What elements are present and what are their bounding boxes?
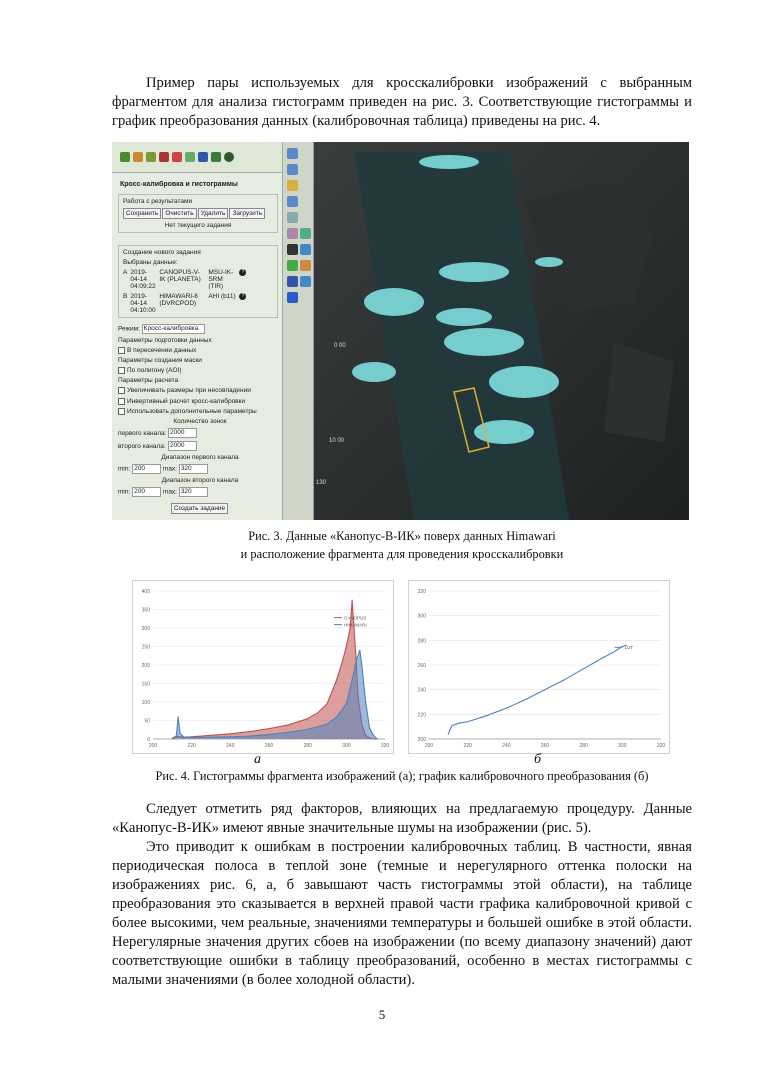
figure-4-caption: Рис. 4. Гистограммы фрагмента изображений (а); график калибровочного преобразования (б) xyxy=(155,769,649,783)
data-point xyxy=(342,661,343,662)
data-point xyxy=(249,735,250,736)
layer-icon[interactable] xyxy=(300,276,311,287)
data-point xyxy=(583,668,584,669)
row-b-sensor: AHI (b11) xyxy=(208,293,236,300)
data-point xyxy=(179,733,180,734)
data-point xyxy=(525,699,526,700)
data-row-a xyxy=(123,269,273,290)
undo-icon[interactable] xyxy=(287,292,298,303)
clear-button[interactable]: Очистить xyxy=(162,208,196,219)
new-task-group-title: Создание нового задания xyxy=(123,249,201,256)
data-point xyxy=(355,661,356,662)
data-point xyxy=(326,724,327,725)
results-group xyxy=(118,194,278,233)
data-point xyxy=(361,664,362,665)
data-point xyxy=(373,735,374,736)
x-tick-label: 280 xyxy=(303,743,312,749)
row-b-sat: HIMAWARI-8 (DVRCPOD) xyxy=(159,293,198,307)
search-icon[interactable] xyxy=(287,196,298,207)
max-label: max: xyxy=(162,465,177,473)
data-point xyxy=(288,724,289,725)
data-point xyxy=(326,703,327,704)
mode-label: Режим: xyxy=(118,325,140,333)
y-tick-label: 260 xyxy=(417,663,426,669)
grid-icon[interactable] xyxy=(172,152,182,162)
info-icon[interactable] xyxy=(300,244,311,255)
delete-button[interactable]: Удалить xyxy=(198,208,229,219)
globe-icon[interactable] xyxy=(287,276,298,287)
data-point xyxy=(352,600,353,601)
overlap-label: В пересечении данных xyxy=(127,347,197,355)
calibration-chart xyxy=(408,580,670,754)
data-point xyxy=(352,679,353,680)
x-tick-label: 300 xyxy=(618,743,627,749)
y-tick-label: 50 xyxy=(144,718,150,725)
x-tick-label: 240 xyxy=(226,743,235,749)
lat-label-0: 0 00 xyxy=(334,343,346,349)
data-point xyxy=(377,738,378,739)
x-tick-label: 320 xyxy=(656,743,666,749)
mode-select[interactable]: Кросс-калибровка xyxy=(142,324,205,334)
histogram-chart xyxy=(132,580,394,754)
lat-label-10: 10 00 xyxy=(329,438,345,444)
paragraph-errors: Это приводит к ошибкам в построении калибровочных таблиц. В частности, явная периодическая полоса в теплой зоне (темные и нерегулярного оттенка полоски на изображениях рис. 6, а, б завышают часть гистограммы этой области), на таблице преобразования это сказывается в верхней правой части графика калибровочной кривой с более высокими, чем реальные, значениями температуры и большей ошибке в этой области. Нерегулярные значения других сбоев на изображении (по всему диапазону значений) дают соответствующие ошибки в таблицу преобразований, особенно в местах гистограммы с малыми значениями (в более холодной области). xyxy=(112,839,692,988)
y-tick-label: 280 xyxy=(417,638,426,645)
figure-3-caption-line1: Рис. 3. Данные «Канопус-В-ИК» поверх данных Himawari xyxy=(248,529,556,543)
data-point xyxy=(288,732,289,733)
data-point xyxy=(459,722,460,723)
data-point xyxy=(172,738,173,739)
data-point xyxy=(486,715,487,716)
y-tick-label: 400 xyxy=(141,589,150,595)
data-point xyxy=(336,679,337,680)
results-group-title: Работа с результатами xyxy=(123,198,193,205)
row-b-date: 2019-04-14 04:10:00 xyxy=(130,293,156,314)
data-point xyxy=(317,713,318,714)
row-a-label: A xyxy=(123,269,128,276)
y-tick-label: 350 xyxy=(141,607,150,614)
second-channel-label: второго канала: xyxy=(118,442,166,450)
opt2-checkbox[interactable] xyxy=(118,398,125,405)
data-point xyxy=(307,718,308,719)
data-point xyxy=(612,652,613,653)
print-icon[interactable] xyxy=(287,212,298,223)
save-button[interactable]: Сохранить xyxy=(123,208,161,219)
prep-params-label: Параметры подготовки данных xyxy=(118,337,212,344)
help-icon[interactable]: ? xyxy=(239,269,246,276)
tree-icon[interactable] xyxy=(146,152,156,162)
y-tick-label: 200 xyxy=(141,663,150,669)
polygon-icon[interactable] xyxy=(287,244,298,255)
y-tick-label: 250 xyxy=(141,644,150,651)
data-point xyxy=(359,650,360,651)
data-point xyxy=(191,737,192,738)
layers-icon[interactable] xyxy=(120,152,130,162)
measure-icon[interactable] xyxy=(300,260,311,271)
y-tick-label: 300 xyxy=(141,626,150,632)
y-tick-label: 220 xyxy=(417,712,426,719)
zoom-in-icon[interactable] xyxy=(287,148,298,159)
help-icon[interactable]: ? xyxy=(239,293,246,300)
load-button[interactable]: Загрузить xyxy=(229,208,265,219)
row-b-label: B xyxy=(123,293,128,300)
data-point xyxy=(230,736,231,737)
data-point xyxy=(346,646,347,647)
globe-icon[interactable] xyxy=(159,152,169,162)
paragraph-factors: Следует отметить ряд факторов, влияющих на предлагаемую процедуру. Данные «Канопус-В-ИК» имеют явные значительные шумы на изображении (рис. 5). xyxy=(112,801,692,836)
opt1-label: Увеличивать размеры при несовпадении xyxy=(127,387,251,395)
tree2-icon[interactable] xyxy=(211,152,221,162)
min-label: min: xyxy=(118,488,131,496)
data-point xyxy=(346,703,347,704)
data-point xyxy=(450,729,451,730)
mask-params-label: Параметры создания маски xyxy=(118,357,202,365)
bins-count-label: Количество зонок xyxy=(173,418,227,426)
data-point xyxy=(448,733,449,734)
data-point xyxy=(506,708,507,709)
new-task-group xyxy=(118,245,278,318)
data-point xyxy=(230,733,231,734)
range-second-label: Диапазон второго канала xyxy=(161,477,239,485)
x-tick-label: 220 xyxy=(187,743,196,749)
min-label: min: xyxy=(118,465,131,473)
y-tick-label: 300 xyxy=(417,613,426,620)
range1-max-input[interactable]: 320 xyxy=(179,464,208,474)
x-tick-label: 220 xyxy=(463,743,472,749)
palette-icon[interactable] xyxy=(133,152,143,162)
create-task-button[interactable]: Создать задание xyxy=(171,503,228,514)
legend-label: LUT xyxy=(624,645,634,651)
first-channel-label: первого канала: xyxy=(118,429,167,437)
data-row-b xyxy=(123,293,273,314)
data-point xyxy=(452,725,453,726)
legend-label: HIMAWARI xyxy=(343,622,367,628)
overlap-checkbox[interactable] xyxy=(118,347,125,354)
selected-data-label: Выбраны данные: xyxy=(123,259,178,266)
x-tick-label: 280 xyxy=(579,743,588,749)
figure-4b-label: б xyxy=(534,752,542,767)
data-point xyxy=(268,728,269,729)
crosscal-panel xyxy=(112,142,283,520)
edit-icon[interactable] xyxy=(300,228,311,239)
data-point xyxy=(249,731,250,732)
second-channel-input[interactable]: 2000 xyxy=(168,441,197,451)
range2-min-input[interactable]: 200 xyxy=(132,487,161,497)
data-point xyxy=(467,721,468,722)
panel-toolbar xyxy=(112,142,282,173)
circle-icon[interactable] xyxy=(224,152,234,162)
opt3-checkbox[interactable] xyxy=(118,408,125,415)
y-tick-label: 320 xyxy=(417,589,426,595)
map-toolbar xyxy=(283,142,314,520)
flower-icon[interactable] xyxy=(185,152,195,162)
satellite-map[interactable] xyxy=(314,142,689,520)
opt1-checkbox[interactable] xyxy=(118,387,125,394)
y-tick-label: 200 xyxy=(417,737,426,743)
range2-max-input[interactable]: 320 xyxy=(179,487,208,497)
x-tick-label: 320 xyxy=(380,743,390,749)
page-number: 5 xyxy=(378,1007,386,1022)
opt2-label: Инвертивный расчет кросс-калибровки xyxy=(127,397,246,405)
data-point xyxy=(178,716,179,717)
figure-3-caption-line2: и расположение фрагмента для проведения кросскалибровки xyxy=(240,547,564,561)
y-tick-label: 150 xyxy=(141,681,150,688)
data-point xyxy=(564,679,565,680)
max-label: max: xyxy=(162,488,177,496)
data-point xyxy=(210,735,211,736)
y-tick-label: 100 xyxy=(141,700,150,706)
data-point xyxy=(602,657,603,658)
x-tick-label: 260 xyxy=(264,743,274,749)
no-task-text: Нет текущего задания xyxy=(164,222,232,229)
paragraph-intro: Пример пары используемых для кросскалибровки изображений с выбранным фрагментом для анализа гистограмм приведен на рис. 3. Соответствующие гистограммы и график преобразования данных (калибровочная таблица) приведены на рис. 4. xyxy=(112,75,692,129)
panel-title: Кросс-калибровка и гистограммы xyxy=(120,181,238,188)
data-point xyxy=(268,734,269,735)
move-icon[interactable] xyxy=(287,260,298,271)
pencil-icon[interactable] xyxy=(287,180,298,191)
data-point xyxy=(183,737,184,738)
range1-min-input[interactable]: 200 xyxy=(132,464,161,474)
row-a-sat: CANOPUS-V-IK (PLANETA) xyxy=(159,269,201,283)
row-a-date: 2019-04-14 04:09:22 xyxy=(130,269,156,290)
legend-label: CANOPUS xyxy=(343,615,367,621)
y-tick-label: 240 xyxy=(417,687,426,694)
opt3-label: Использовать дополнительные параметры xyxy=(127,408,257,416)
y-tick-label: 0 xyxy=(147,737,150,743)
data-point xyxy=(544,689,545,690)
figure-4a-label: а xyxy=(254,752,261,767)
figure-3-screenshot xyxy=(112,142,689,520)
data-point xyxy=(355,657,356,658)
chart-icon[interactable] xyxy=(198,152,208,162)
data-point xyxy=(369,727,370,728)
data-point xyxy=(176,737,177,738)
row-a-sensor: MSU-IK-SRM (TIR) xyxy=(208,269,234,290)
x-tick-label: 300 xyxy=(342,743,351,749)
data-point xyxy=(336,716,337,717)
polygon-label: По полигону (AOI) xyxy=(127,367,182,375)
data-point xyxy=(210,737,211,738)
data-point xyxy=(307,729,308,730)
range-first-label: Диапазон первого канала xyxy=(161,454,239,462)
data-point xyxy=(365,701,366,702)
first-channel-input[interactable]: 2000 xyxy=(168,428,197,438)
x-tick-label: 260 xyxy=(540,743,550,749)
x-tick-label: 200 xyxy=(424,743,434,749)
calc-params-label: Параметры расчета xyxy=(118,377,179,385)
x-tick-label: 240 xyxy=(502,743,511,749)
x-tick-label: 200 xyxy=(148,743,158,749)
polygon-checkbox[interactable] xyxy=(118,367,125,374)
zoom-out-icon[interactable] xyxy=(287,164,298,175)
data-point xyxy=(455,724,456,725)
select-icon[interactable] xyxy=(287,228,298,239)
lon-label: 130 xyxy=(316,480,327,486)
